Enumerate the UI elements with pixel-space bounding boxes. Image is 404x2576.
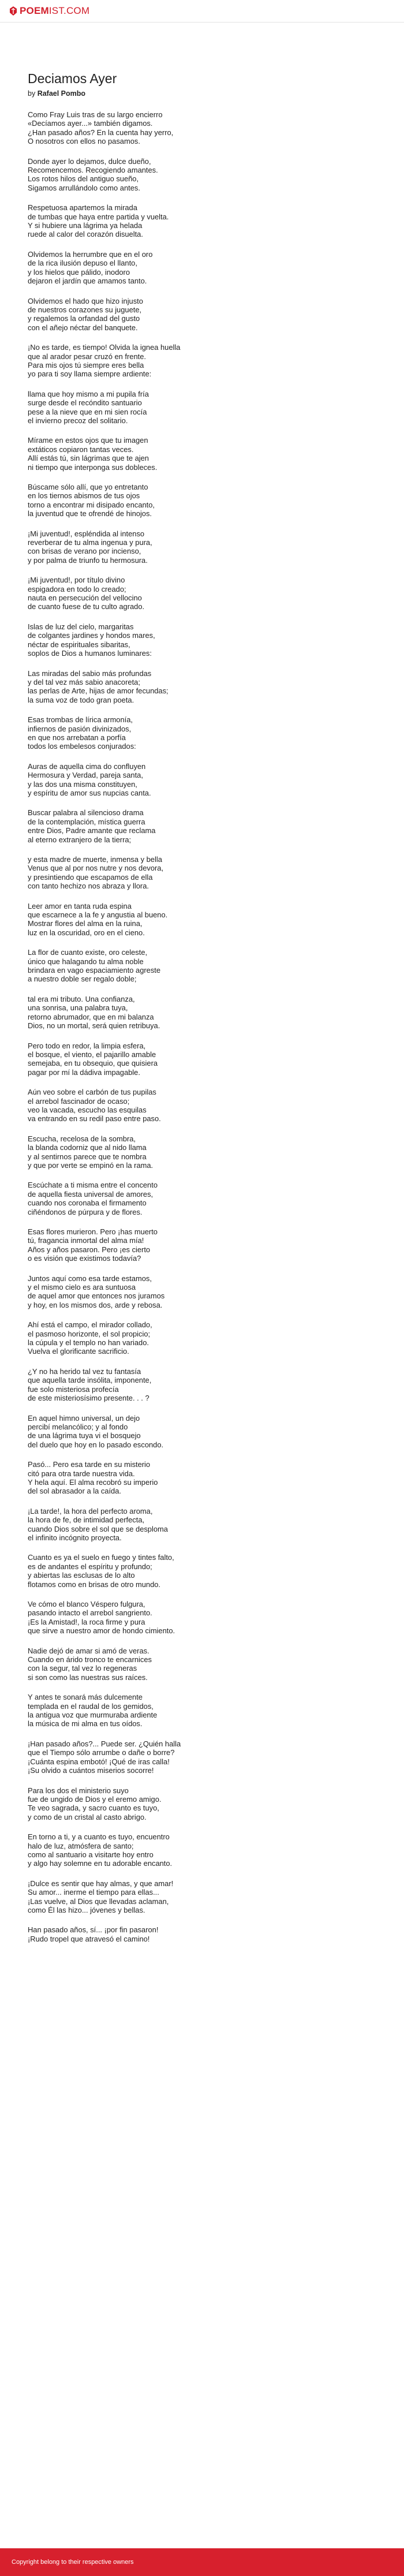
poem-line: Años y años pasaron. Pero ¡es cierto <box>28 1245 151 1254</box>
poem-line: ¡Las vuelve, al Dios que llevadas aclaman, <box>28 1896 169 1906</box>
stanza <box>28 1134 374 1170</box>
poem-line: Esas trombas de lírica armonía, <box>28 715 133 725</box>
poem-line: La flor de cuanto existe, oro celeste, <box>28 948 148 957</box>
poem-line: va entrando en su redil paso entre paso. <box>28 1114 161 1123</box>
poem-line: ciñéndonos de púrpura y de flores. <box>28 1207 143 1216</box>
poem-line: ¡Es la Amistad!, la roca firme y pura <box>28 1617 145 1626</box>
logo-wordmark <box>20 5 89 17</box>
stanza <box>28 390 374 425</box>
poem-line: y algo hay solemne en tu adorable encanto. <box>28 1859 173 1868</box>
poem-line: veo la vacada, escucho las esquilas <box>28 1105 147 1114</box>
poem-line: Esas flores murieron. Pero ¡has muerto <box>28 1227 158 1236</box>
poem-line: y los hielos que pálido, inodoro <box>28 267 130 277</box>
stanza <box>28 1786 374 1822</box>
stanza <box>28 1600 374 1636</box>
poem-line: es de andantes el espíritu y profundo; <box>28 1562 152 1571</box>
poem-line: una sonrisa, una palabra tuya, <box>28 1003 128 1013</box>
poem-line: del sol abrasador a la caída. <box>28 1487 121 1496</box>
author-line <box>28 89 374 98</box>
poem-line: la antigua voz que murmuraba ardiente <box>28 1711 158 1720</box>
poem-line: de tumbas que haya entre partida y vuelta. <box>28 212 169 221</box>
poem-line: entre Dios, Padre amante que reclama <box>28 826 156 835</box>
poem-line: Olvidemos el hado que hizo injusto <box>28 296 143 305</box>
poem-line: con el añejo néctar del banquete. <box>28 323 138 332</box>
poem-line: de colgantes jardines y hondos mares, <box>28 631 155 640</box>
stanza <box>28 1925 374 1943</box>
poem-line: y presintiendo que escapamos de ella <box>28 872 153 882</box>
poem-line: Pasó... Pero esa tarde en su misterio <box>28 1460 151 1469</box>
poem-line: con la segur, tal vez lo regeneras <box>28 1664 137 1673</box>
poem-line: Allí estás tú, sin lágrimas que te ajen <box>28 454 149 463</box>
poem-line: cuando Dios sobre el sol que se desploma <box>28 1524 168 1533</box>
poem-line: con tanto hechizo nos abraza y llora. <box>28 882 149 891</box>
poem-line: y que por verte se empinó en la rama. <box>28 1160 154 1170</box>
stanza <box>28 1041 374 1077</box>
stanza <box>28 1879 374 1915</box>
poem-line: ruede al calor del corazón disuelta. <box>28 230 143 239</box>
poem-line: Y si hubiere una lágrima ya helada <box>28 221 143 230</box>
poem-line: halo de luz, atmósfera de santo; <box>28 1841 134 1850</box>
poem-line: ¿Y no ha herido tal vez tu fantasía <box>28 1367 141 1376</box>
poem-line: dejaron el jardín que amamos tanto. <box>28 277 147 286</box>
poem-line: infiernos de pasión divinizados, <box>28 724 132 733</box>
poem-line: de este misteriosísimo presente. . . ? <box>28 1394 149 1403</box>
poem-line: néctar de espirituales sibaritas, <box>28 640 130 649</box>
poem-line: el pasmoso horizonte, el sol propicio; <box>28 1329 151 1338</box>
poem-line: Como Fray Luis tras de su largo encierro <box>28 110 163 119</box>
poem-line: Dios, no un mortal, será quien retribuya. <box>28 1021 160 1031</box>
poem-line: el arrebol fascinador de ocaso; <box>28 1096 130 1106</box>
poem-line: que escarnece a la fe y angustia al bueno. <box>28 910 168 920</box>
poem-line: y el mismo cielo es ara suntuosa <box>28 1283 136 1292</box>
poem-line: ni tiempo que interponga sus dobleces. <box>28 462 158 472</box>
poem-content <box>0 23 374 1943</box>
stanza <box>28 948 374 984</box>
poem-line: como al santuario a visitarte hoy entro <box>28 1850 154 1859</box>
poem-line: de cuanto fuese de tu culto agrado. <box>28 602 145 611</box>
poem-line: retorno abrumador, que en mi balanza <box>28 1012 154 1021</box>
poem-line: nauta en persecución del vellocino <box>28 593 142 603</box>
stanza <box>28 1181 374 1216</box>
poem-line: que sirve a nuestro amor de hondo cimiento. <box>28 1626 175 1636</box>
stanza <box>28 855 374 891</box>
quill-pen-icon <box>9 6 17 16</box>
poem-line: de la contemplación, mística guerra <box>28 817 145 826</box>
stanza <box>28 203 374 239</box>
poem-line: Para los dos el ministerio suyo <box>28 1786 129 1795</box>
poem-line: surge desde el recóndito santuario <box>28 398 142 408</box>
poem-line: percibí melancólico; y al fondo <box>28 1422 128 1431</box>
poem-line: con brisas de verano por incienso, <box>28 547 141 556</box>
poem-line: y abiertas las esclusas de lo alto <box>28 1571 135 1580</box>
poem-line: de una lágrima tuya vi el bosquejo <box>28 1431 141 1440</box>
stanza <box>28 483 374 518</box>
poem-line: de aquella fiesta universal de amores, <box>28 1189 154 1199</box>
stanza <box>28 715 374 751</box>
stanza <box>28 669 374 705</box>
poem-line: la juventud que te ofrendé de hinojos. <box>28 509 152 518</box>
poem-line: a nuestro doble ser regalo doble; <box>28 975 137 984</box>
poem-line: el bosque, el viento, el pajarillo amable <box>28 1050 156 1059</box>
stanza <box>28 1553 374 1589</box>
poem-line: Cuando en árido tronco te encarnices <box>28 1655 152 1664</box>
poem-line: todos los embelesos conjurados: <box>28 742 136 751</box>
copyright-text: Copyright belong to their respective owners <box>12 2559 134 2566</box>
poem-line: Te veo sagrada, y sacro cuanto es tuyo, <box>28 1804 159 1813</box>
poem-line: Ve cómo el blanco Véspero fulgura, <box>28 1600 145 1608</box>
stanza <box>28 529 374 565</box>
poem-line: que aquella tarde insólita, imponente, <box>28 1376 152 1385</box>
logo-text-bold: POEM <box>20 5 49 16</box>
poem-line: la cúpula y el templo no han variado. <box>28 1338 149 1347</box>
poem-body <box>28 110 374 1943</box>
poem-line: Olvidemos la herrumbre que en el oro <box>28 249 153 259</box>
logo-text-thin: IST.COM <box>48 5 90 16</box>
poem-line: fue solo misteriosa profecía <box>28 1384 119 1394</box>
poem-line: que el Tiempo sólo arrumbe o dañe o borre? <box>28 1748 175 1757</box>
poem-line: ¡Mi juventud!, por título divino <box>28 576 125 585</box>
poem-line: Vuelva el glorificante sacrificio. <box>28 1347 129 1356</box>
poem-line: En aquel himno universal, un dejo <box>28 1413 140 1423</box>
poem-line: o es visión que existimos todavía? <box>28 1254 141 1263</box>
poem-line: brindara en vago espaciamiento agreste <box>28 966 161 975</box>
poem-line: Donde ayer lo dejamos, dulce dueño, <box>28 156 151 166</box>
poem-line: ¿Han pasado años? En la cuenta hay yerro, <box>28 128 174 137</box>
poem-line: en los tiernos abismos de tus ojos <box>28 491 140 501</box>
poem-line: y del tal vez más sabio anacoreta; <box>28 677 140 686</box>
poem-line: en que nos arrebatan a porfía <box>28 733 126 742</box>
poem-line: Los rotos hilos del antiguo sueño, <box>28 174 139 184</box>
poem-line: Cuanto es ya el suelo en fuego y tintes falto, <box>28 1553 174 1562</box>
poem-line: «Decíamos ayer...» también digamos. <box>28 119 153 128</box>
stanza <box>28 297 374 333</box>
stanza <box>28 1460 374 1496</box>
poem-line: Escucha, recelosa de la sombra, <box>28 1134 136 1143</box>
poem-line: y espíritu de amor sus nupcias canta. <box>28 788 151 797</box>
poem-line: Escúchate a ti misma entre el concento <box>28 1181 158 1190</box>
poem-line: ¡La tarde!, la hora del perfecto aroma, <box>28 1506 153 1515</box>
stanza <box>28 995 374 1031</box>
poem-line: tal era mi tributo. Una confianza, <box>28 994 135 1003</box>
site-footer <box>0 2548 404 2576</box>
poem-line: y las dos una misma constituyen, <box>28 779 137 789</box>
poem-line: flotamos como en brisas de otro mundo. <box>28 1580 160 1589</box>
poem-line: ¡No es tarde, es tiempo! Olvida la ignea huella <box>28 343 181 352</box>
stanza <box>28 762 374 798</box>
poem-line: el invierno precoz del solitario. <box>28 416 128 425</box>
poem-line: pagar por mí la dádiva impagable. <box>28 1067 140 1077</box>
poem-line: Y hela aquí. El alma recobró su imperio <box>28 1477 158 1487</box>
poem-line: ¡Su olvido a cuántos miserios socorre! <box>28 1766 154 1775</box>
stanza <box>28 436 374 472</box>
poem-line: la música de mi alma en tus oídos. <box>28 1719 143 1728</box>
stanza <box>28 576 374 611</box>
poem-line: extáticos copiaron tantas veces. <box>28 445 134 454</box>
stanza <box>28 110 374 146</box>
poem-line: soplos de Dios a humanos luminares: <box>28 649 152 658</box>
site-header <box>0 0 404 23</box>
poem-line: Búscame sólo allí, que yo entretanto <box>28 483 148 491</box>
stanza <box>28 1693 374 1728</box>
poem-line: Su amor... inerme el tiempo para ellas... <box>28 1888 159 1897</box>
poem-line: Respetuosa apartemos la mirada <box>28 203 137 212</box>
poem-line: y regalemos la orfandad del gusto <box>28 314 140 323</box>
poem-line: Pero todo en redor, la limpia esfera, <box>28 1041 146 1050</box>
poem-line: Venus que al por nos nutre y nos devora, <box>28 864 164 873</box>
poem-line: pese a la nieve que en mi sien rocía <box>28 407 147 416</box>
stanza <box>28 1367 374 1403</box>
poem-line: ¡Han pasado años?... Puede ser. ¿Quién halla <box>28 1739 181 1748</box>
poem-line: de la rica ilusión depuso el llanto, <box>28 259 137 268</box>
poem-line: Auras de aquella cima do confluyen <box>28 761 146 771</box>
poem-line: ¡Dulce es sentir que hay almas, y que amar! <box>28 1879 174 1888</box>
stanza <box>28 1320 374 1356</box>
poem-title: Deciamos Ayer <box>28 71 117 86</box>
poem-line: y al sentirnos parece que te nombra <box>28 1152 147 1161</box>
poem-line: Mostrar flores del alma en la ruina, <box>28 919 143 928</box>
stanza <box>28 157 374 193</box>
poem-line: la hora de fe, de intimidad perfecta, <box>28 1515 145 1525</box>
stanza <box>28 1647 374 1682</box>
poem-line: Sigamos arrullándolo como antes. <box>28 183 140 192</box>
poem-line: Leer amor en tanta ruda espina <box>28 901 132 910</box>
site-logo[interactable] <box>9 5 89 17</box>
stanza <box>28 902 374 938</box>
poem-line: reverberar de tu alma ingenua y pura, <box>28 538 152 547</box>
author-link[interactable]: Rafael Pombo <box>37 89 86 98</box>
poem-line: Buscar palabra al silencioso drama <box>28 808 144 817</box>
poem-line: tú, fragancia inmortal del alma mía! <box>28 1236 144 1245</box>
poem-line: Aún veo sobre el carbón de tus pupilas <box>28 1088 156 1097</box>
poem-line: la blanda codorniz que al nido llama <box>28 1143 147 1152</box>
poem-line: del duelo que hoy en lo pasado escondo. <box>28 1440 164 1449</box>
poem-line: y esta madre de muerte, inmensa y bella <box>28 855 162 864</box>
stanza <box>28 1414 374 1450</box>
poem-line: semejaba, en tu obsequio, que quisiera <box>28 1059 158 1068</box>
poem-line: que al arador pesar cruzó en frente. <box>28 352 146 361</box>
poem-line: ¡Mi juventud!, espléndida al intenso <box>28 529 145 538</box>
stanza <box>28 1227 374 1263</box>
poem-line: citó para otra tarde nuestra vida. <box>28 1469 135 1478</box>
stanza <box>28 1088 374 1123</box>
stanza <box>28 1739 374 1775</box>
stanza <box>28 1832 374 1868</box>
poem-line: Nadie dejó de amar si amó de veras. <box>28 1646 149 1655</box>
poem-line: si son como las nuestras sus raíces. <box>28 1672 148 1682</box>
poem-line: fue de ungido de Dios y el eremo amigo. <box>28 1794 162 1804</box>
poem-line: de nuestros corazones su juguete, <box>28 305 142 314</box>
poem-line: Y antes te sonará más dulcemente <box>28 1693 143 1702</box>
poem-line: Ahí está el campo, el mirador collado, <box>28 1320 152 1330</box>
stanza <box>28 808 374 844</box>
poem-line: la suma voz de todo gran poeta. <box>28 695 134 704</box>
poem-line: templada en el raudal de los gemidos, <box>28 1701 154 1711</box>
poem-line: Mírame en estos ojos que tu imagen <box>28 436 148 445</box>
poem-line: y hoy, en los mismos dos, arde y rebosa. <box>28 1300 163 1309</box>
stanza <box>28 1274 374 1310</box>
poem-line: Islas de luz del cielo, margaritas <box>28 622 134 631</box>
poem-line: como Él las hizo... jóvenes y bellas. <box>28 1905 145 1914</box>
poem-line: torno a encontrar mi disipado encanto, <box>28 500 155 509</box>
poem-line: espigadora en todo lo creado; <box>28 584 126 593</box>
poem-line: llama que hoy mismo a mi pupila fría <box>28 389 149 398</box>
poem-line: luz en la oscuridad, oro en el cieno. <box>28 928 145 937</box>
poem-line: el infinito incógnito proyecta. <box>28 1533 122 1542</box>
poem-line: ¡Cuánta espina embotó! ¡Qué de iras calla! <box>28 1757 170 1766</box>
poem-line: Para mis ojos tú siempre eres bella <box>28 360 144 369</box>
poem-line: de aquel amor que entonces nos juramos <box>28 1291 165 1301</box>
poem-line: Juntos aquí como esa tarde estamos, <box>28 1274 152 1283</box>
stanza <box>28 250 374 286</box>
poem-line: Recomencemos. Recogiendo amantes. <box>28 166 158 175</box>
poem-line: yo para ti soy llama siempre ardiente: <box>28 369 152 379</box>
poem-line: único que halagando tu alma noble <box>28 957 144 966</box>
poem-line: al eterno extranjero de la tierra; <box>28 835 132 844</box>
stanza <box>28 1507 374 1543</box>
stanza <box>28 622 374 658</box>
by-label: by <box>28 89 36 98</box>
poem-line: y como de un cristal al casto abrigo. <box>28 1812 147 1821</box>
poem-line: Hermosura y Verdad, pareja santa, <box>28 771 143 780</box>
poem-line: las perlas de Arte, hijas de amor fecundas; <box>28 686 169 696</box>
poem-line: Las miradas del sabio más profundas <box>28 669 152 678</box>
poem-line: ¡Rudo tropel que atravesó el camino! <box>28 1934 150 1943</box>
poem-line: Han pasado años, sí... ¡por fin pasaron! <box>28 1925 159 1935</box>
poem-line: pasando intacto el arrebol sangriento. <box>28 1608 152 1618</box>
poem-line: y por palma de triunfo tu hermosura. <box>28 555 148 565</box>
poem-line: O nosotros con ellos no pasamos. <box>28 137 140 146</box>
stanza <box>28 343 374 379</box>
poem-line: En torno a ti, y a cuanto es tuyo, encuentro <box>28 1832 170 1842</box>
poem-line: cuando nos coronaba el firmamento <box>28 1199 147 1208</box>
